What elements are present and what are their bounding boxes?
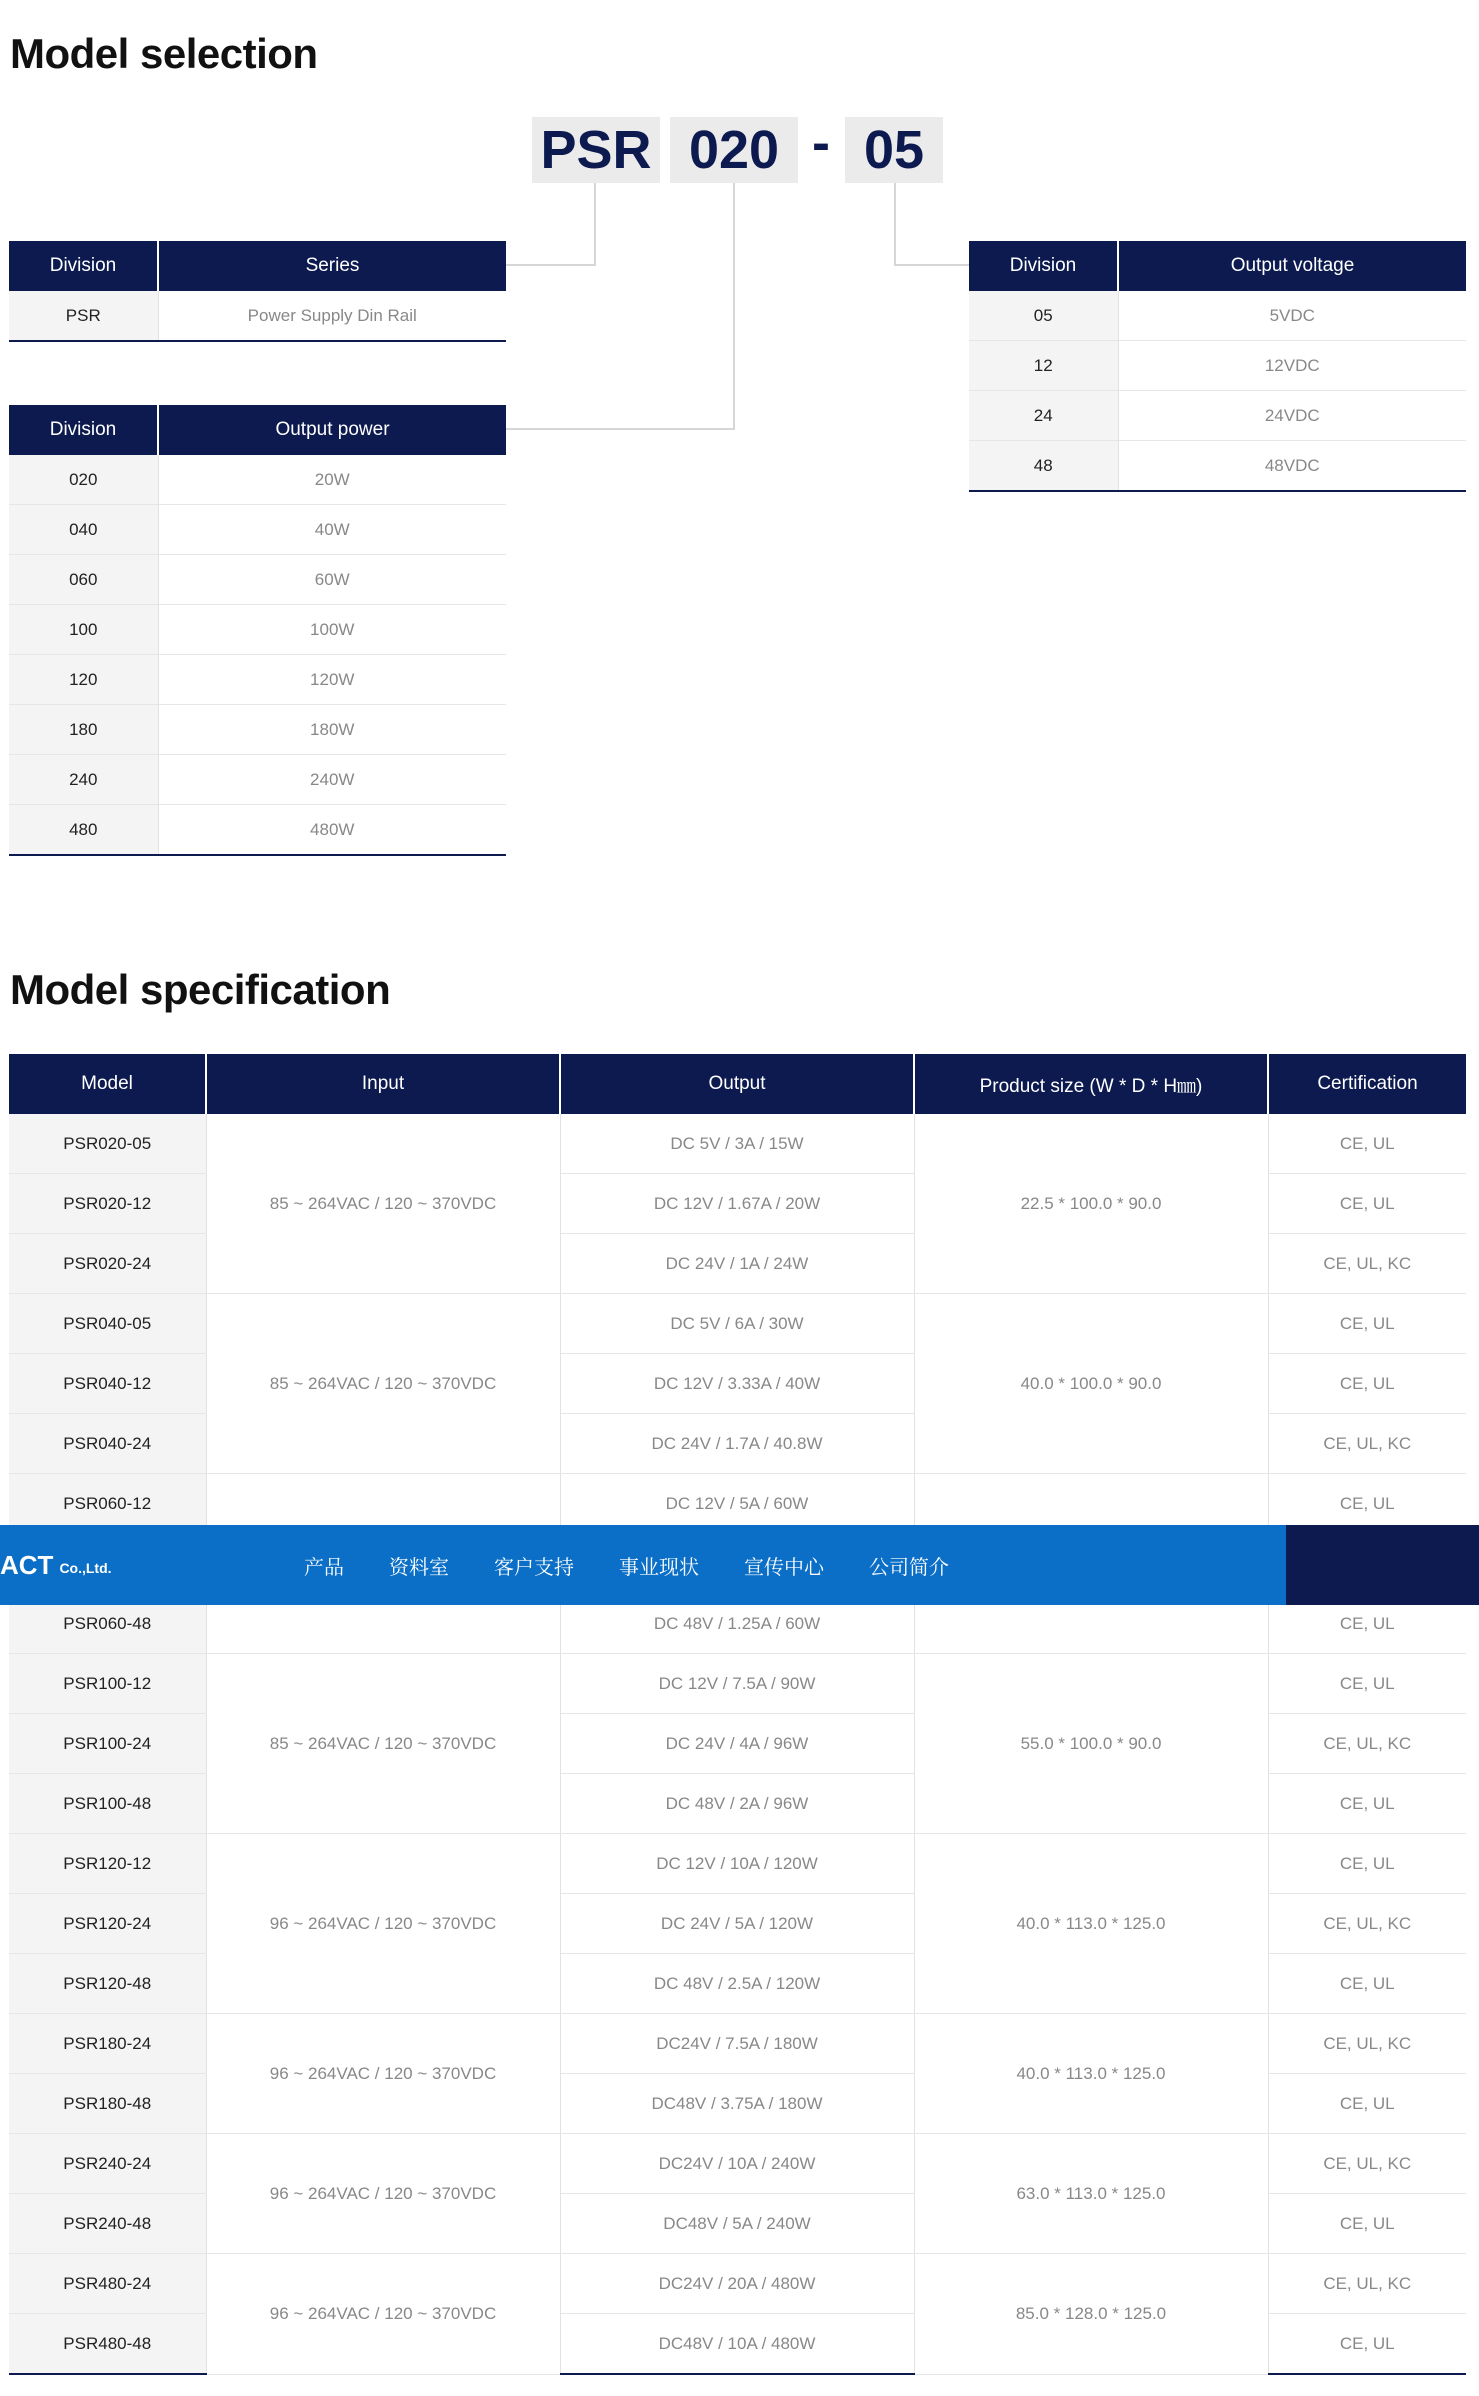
spec-cert-cell: CE, UL — [1268, 1174, 1466, 1234]
connector-power-v — [733, 183, 735, 429]
spec-input-cell: 96 ~ 264VAC / 120 ~ 370VDC — [206, 2134, 560, 2254]
spec-output-cell: DC24V / 10A / 240W — [560, 2134, 914, 2194]
logo-suffix: Co.,Ltd. — [59, 1560, 112, 1576]
series-header-division: Division — [9, 241, 158, 291]
spec-model-cell: PSR480-24 — [9, 2254, 206, 2314]
connector-voltage-v — [894, 183, 896, 265]
menu-item-downloads[interactable]: 资料室 — [389, 1554, 449, 1579]
spec-size-cell: 40.0 * 100.0 * 90.0 — [914, 1294, 1268, 1474]
spec-cert-cell: CE, UL — [1268, 2074, 1466, 2134]
spec-header-output: Output — [560, 1054, 914, 1114]
table-row — [9, 705, 506, 755]
spec-output-cell: DC48V / 3.75A / 180W — [560, 2074, 914, 2134]
voltage-division-cell: 24 — [969, 391, 1118, 441]
power-value-cell: 100W — [158, 605, 506, 655]
spec-model-cell: PSR480-48 — [9, 2314, 206, 2375]
spec-output-cell: DC 5V / 3A / 15W — [560, 1114, 914, 1174]
specification-heading: Model specification — [10, 966, 391, 1013]
power-value-cell: 40W — [158, 505, 506, 555]
spec-model-cell: PSR040-05 — [9, 1294, 206, 1354]
spec-cert-cell: CE, UL, KC — [1268, 1414, 1466, 1474]
spec-output-cell: DC 12V / 7.5A / 90W — [560, 1654, 914, 1714]
voltage-division-cell: 48 — [969, 441, 1118, 492]
spec-cert-cell: CE, UL — [1268, 1294, 1466, 1354]
power-division-cell: 120 — [9, 655, 158, 705]
table-row — [9, 505, 506, 555]
menu-item-business[interactable]: 事业现状 — [619, 1554, 699, 1579]
specification-table — [9, 1054, 1466, 2375]
table-row — [9, 2254, 1466, 2314]
spec-model-cell: PSR240-24 — [9, 2134, 206, 2194]
spec-model-cell: PSR020-05 — [9, 1114, 206, 1174]
spec-model-cell: PSR020-12 — [9, 1174, 206, 1234]
spec-model-cell: PSR120-48 — [9, 1954, 206, 2014]
spec-output-cell: DC 12V / 3.33A / 40W — [560, 1354, 914, 1414]
spec-input-cell: 96 ~ 264VAC / 120 ~ 370VDC — [206, 2014, 560, 2134]
spec-cert-cell: CE, UL — [1268, 1774, 1466, 1834]
spec-cert-cell: CE, UL, KC — [1268, 2254, 1466, 2314]
power-table — [9, 405, 506, 856]
spec-header-certification: Certification — [1268, 1054, 1466, 1114]
spec-cert-cell: CE, UL — [1268, 1354, 1466, 1414]
spec-output-cell: DC 48V / 1.25A / 60W — [560, 1594, 914, 1654]
spec-cert-cell: CE, UL — [1268, 1114, 1466, 1174]
code-series: PSR — [532, 117, 660, 183]
menu-item-about[interactable]: 公司简介 — [869, 1554, 949, 1579]
spec-model-cell: PSR100-24 — [9, 1714, 206, 1774]
spec-model-cell: PSR060-48 — [9, 1594, 206, 1654]
navbar-right-block — [1286, 1525, 1479, 1605]
voltage-header-output: Output voltage — [1118, 241, 1466, 291]
menu-item-products[interactable]: 产品 — [304, 1554, 344, 1579]
code-voltage: 05 — [845, 117, 943, 183]
voltage-division-cell: 12 — [969, 341, 1118, 391]
power-header-division: Division — [9, 405, 158, 455]
spec-header-input: Input — [206, 1054, 560, 1114]
spec-output-cell: DC 48V / 2.5A / 120W — [560, 1954, 914, 2014]
table-row — [9, 455, 506, 505]
table-row — [9, 605, 506, 655]
series-header-series: Series — [158, 241, 506, 291]
voltage-header-division: Division — [969, 241, 1118, 291]
spec-output-cell: DC48V / 10A / 480W — [560, 2314, 914, 2375]
spec-output-cell: DC 12V / 5A / 60W — [560, 1474, 914, 1534]
voltage-value-cell: 48VDC — [1118, 441, 1466, 492]
spec-input-cell: 96 ~ 264VAC / 120 ~ 370VDC — [206, 2254, 560, 2375]
top-navbar — [0, 1525, 1479, 1605]
spec-input-cell: 85 ~ 264VAC / 120 ~ 370VDC — [206, 1114, 560, 1294]
spec-size-cell: 40.0 * 113.0 * 125.0 — [914, 2014, 1268, 2134]
spec-cert-cell: CE, UL — [1268, 1654, 1466, 1714]
spec-size-cell: 55.0 * 100.0 * 90.0 — [914, 1654, 1268, 1834]
table-row — [969, 441, 1466, 492]
power-value-cell: 240W — [158, 755, 506, 805]
power-value-cell: 480W — [158, 805, 506, 856]
power-value-cell: 180W — [158, 705, 506, 755]
series-table — [9, 241, 506, 342]
spec-cert-cell: CE, UL — [1268, 1474, 1466, 1534]
spec-output-cell: DC 5V / 6A / 30W — [560, 1294, 914, 1354]
spec-model-cell: PSR100-48 — [9, 1774, 206, 1834]
spec-output-cell: DC 24V / 5A / 120W — [560, 1894, 914, 1954]
code-power: 020 — [670, 117, 798, 183]
table-row — [9, 1834, 1466, 1894]
code-dash: - — [812, 113, 830, 173]
spec-model-cell: PSR040-12 — [9, 1354, 206, 1414]
main-menu — [304, 1525, 994, 1605]
table-row — [9, 2014, 1466, 2074]
spec-size-cell: 85.0 * 128.0 * 125.0 — [914, 2254, 1268, 2375]
spec-model-cell: PSR180-24 — [9, 2014, 206, 2074]
spec-output-cell: DC 24V / 4A / 96W — [560, 1714, 914, 1774]
spec-model-cell: PSR120-24 — [9, 1894, 206, 1954]
spec-output-cell: DC24V / 20A / 480W — [560, 2254, 914, 2314]
spec-cert-cell: CE, UL — [1268, 2314, 1466, 2375]
power-value-cell: 120W — [158, 655, 506, 705]
spec-header-size: Product size (W * D * H㎜) — [914, 1054, 1268, 1114]
table-row — [969, 391, 1466, 441]
menu-item-support[interactable]: 客户支持 — [494, 1554, 574, 1579]
table-row — [969, 341, 1466, 391]
spec-output-cell: DC 24V / 1A / 24W — [560, 1234, 914, 1294]
spec-cert-cell: CE, UL, KC — [1268, 1234, 1466, 1294]
spec-cert-cell: CE, UL, KC — [1268, 1894, 1466, 1954]
selection-heading: Model selection — [10, 30, 318, 77]
voltage-value-cell: 5VDC — [1118, 291, 1466, 341]
power-division-cell: 040 — [9, 505, 158, 555]
spec-cert-cell: CE, UL — [1268, 2194, 1466, 2254]
power-division-cell: 100 — [9, 605, 158, 655]
table-row — [9, 1114, 1466, 1174]
power-value-cell: 60W — [158, 555, 506, 605]
table-row — [9, 1654, 1466, 1714]
connector-power-h — [506, 428, 735, 430]
spec-input-cell: 85 ~ 264VAC / 120 ~ 370VDC — [206, 1654, 560, 1834]
voltage-division-cell: 05 — [969, 291, 1118, 341]
spec-size-cell: 40.0 * 113.0 * 125.0 — [914, 1834, 1268, 2014]
series-name-cell: Power Supply Din Rail — [158, 291, 506, 341]
power-division-cell: 180 — [9, 705, 158, 755]
series-division-cell: PSR — [9, 291, 158, 341]
spec-model-cell: PSR240-48 — [9, 2194, 206, 2254]
voltage-table — [969, 241, 1466, 492]
spec-input-cell: 96 ~ 264VAC / 120 ~ 370VDC — [206, 1834, 560, 2014]
table-row — [9, 555, 506, 605]
connector-voltage-h — [894, 264, 970, 266]
spec-cert-cell: CE, UL, KC — [1268, 2014, 1466, 2074]
power-division-cell: 240 — [9, 755, 158, 805]
company-logo[interactable] — [0, 1525, 112, 1605]
spec-model-cell: PSR040-24 — [9, 1414, 206, 1474]
voltage-value-cell: 24VDC — [1118, 391, 1466, 441]
power-header-output: Output power — [158, 405, 506, 455]
table-row — [969, 291, 1466, 341]
connector-series-v — [594, 183, 596, 265]
table-row — [9, 655, 506, 705]
spec-output-cell: DC48V / 5A / 240W — [560, 2194, 914, 2254]
spec-model-cell: PSR060-12 — [9, 1474, 206, 1534]
spec-model-cell: PSR100-12 — [9, 1654, 206, 1714]
table-row — [9, 291, 506, 341]
spec-header-model: Model — [9, 1054, 206, 1114]
spec-output-cell: DC 12V / 10A / 120W — [560, 1834, 914, 1894]
spec-model-cell: PSR020-24 — [9, 1234, 206, 1294]
power-division-cell: 060 — [9, 555, 158, 605]
spec-output-cell: DC 24V / 1.7A / 40.8W — [560, 1414, 914, 1474]
spec-output-cell: DC 48V / 2A / 96W — [560, 1774, 914, 1834]
spec-cert-cell: CE, UL — [1268, 1954, 1466, 2014]
spec-cert-cell: CE, UL — [1268, 1834, 1466, 1894]
table-row — [9, 1294, 1466, 1354]
power-value-cell: 20W — [158, 455, 506, 505]
spec-size-cell: 22.5 * 100.0 * 90.0 — [914, 1114, 1268, 1294]
spec-input-cell: 85 ~ 264VAC / 120 ~ 370VDC — [206, 1294, 560, 1474]
power-division-cell: 480 — [9, 805, 158, 856]
spec-size-cell: 63.0 * 113.0 * 125.0 — [914, 2134, 1268, 2254]
power-division-cell: 020 — [9, 455, 158, 505]
voltage-value-cell: 12VDC — [1118, 341, 1466, 391]
table-row — [9, 2134, 1466, 2194]
spec-model-cell: PSR180-48 — [9, 2074, 206, 2134]
spec-cert-cell: CE, UL, KC — [1268, 1714, 1466, 1774]
table-row — [9, 805, 506, 856]
table-row — [9, 755, 506, 805]
spec-model-cell: PSR120-12 — [9, 1834, 206, 1894]
spec-output-cell: DC24V / 7.5A / 180W — [560, 2014, 914, 2074]
menu-item-pr-center[interactable]: 宣传中心 — [744, 1554, 824, 1579]
spec-cert-cell: CE, UL — [1268, 1594, 1466, 1654]
connector-series-h — [506, 264, 596, 266]
logo-text: ACT — [0, 1549, 54, 1580]
spec-cert-cell: CE, UL, KC — [1268, 2134, 1466, 2194]
spec-output-cell: DC 12V / 1.67A / 20W — [560, 1174, 914, 1234]
